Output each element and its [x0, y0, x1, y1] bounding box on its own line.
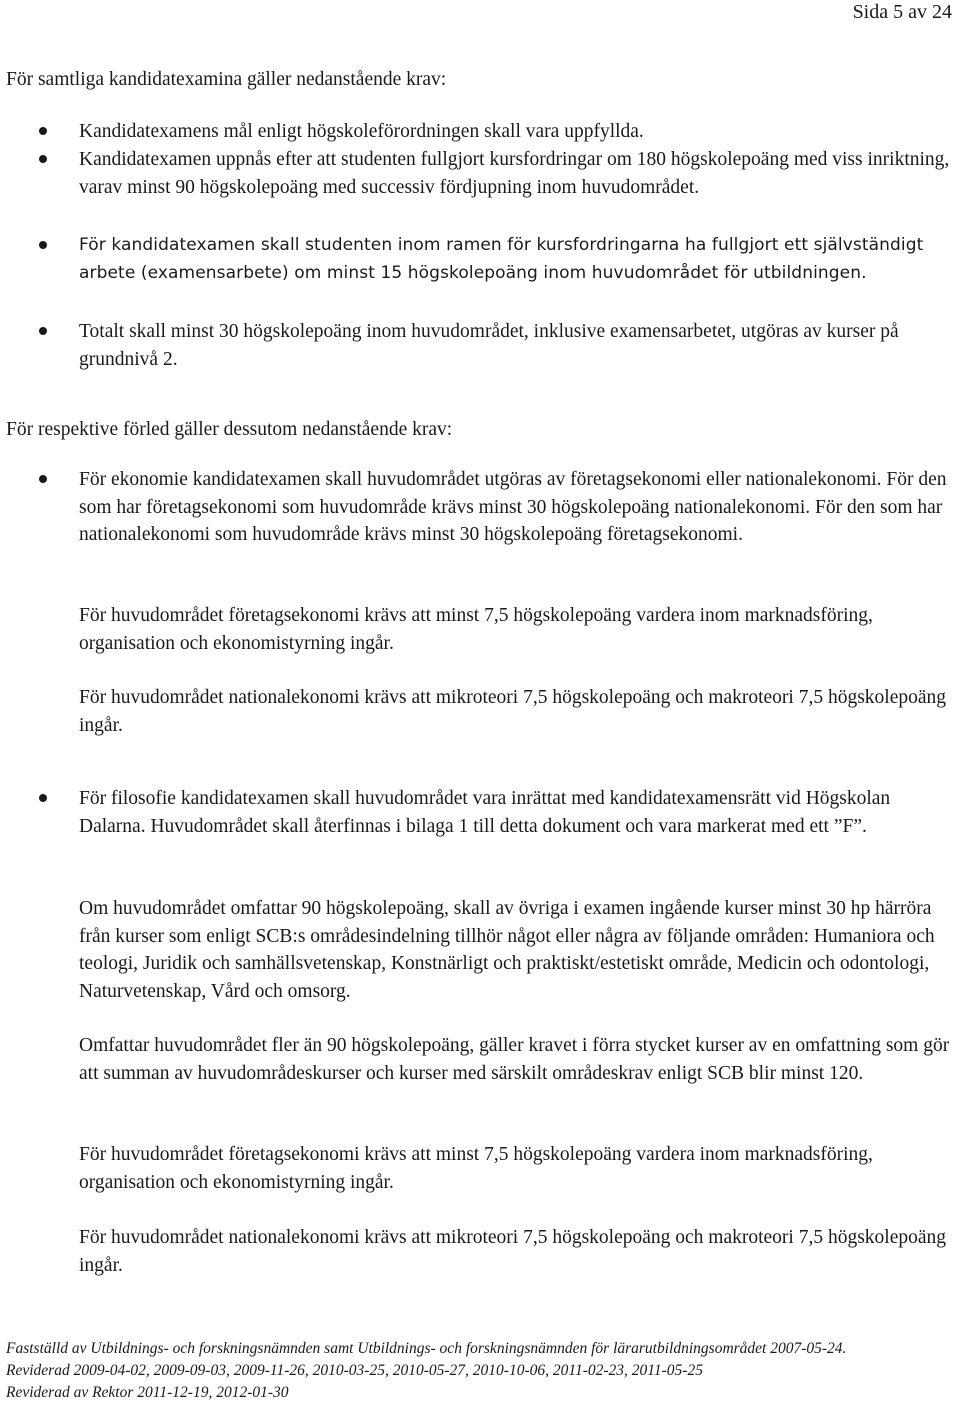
- bullet-icon: [39, 155, 47, 163]
- list-item-text: Kandidatexamens mål enligt högskoleförordningen skall vara uppfyllda.: [79, 121, 644, 142]
- bullet-icon: [39, 327, 47, 335]
- section1-intro: För samtliga kandidatexamina gäller nedanstående krav:: [6, 69, 447, 90]
- paragraph: För huvudområdet nationalekonomi krävs att mikroteori 7,5 högskolepoäng och makroteori 7,5 högskolepoäng ingår.: [79, 687, 947, 736]
- bullet-icon: [39, 241, 47, 249]
- list-item-text: För ekonomie kandidatexamen skall huvudområdet utgöras av företagsekonomi eller nationalekonomi. För den som har företagsekonomi som huvudområde krävs minst 30 högskolepoäng nationalekonomi. För den som har nationalekonomi som huvudområde krävs minst 30 högskolepoäng företagsekonomi.: [79, 469, 947, 545]
- list-item-text: Totalt skall minst 30 högskolepoäng inom huvudområdet, inklusive examensarbetet, utgöras av kurser på grundnivå 2.: [79, 321, 899, 370]
- list-item-text: För kandidatexamen skall studenten inom ramen för kursfordringarna ha fullgjort ett självständigt arbete (examensarbete) om minst 15 högskolepoäng inom huvudområdet för utbildningen.: [79, 235, 924, 283]
- paragraph: För huvudområdet företagsekonomi krävs att minst 7,5 högskolepoäng vardera inom marknadsföring, organisation och ekonomistyrning ingår.: [79, 1144, 873, 1193]
- footer-line: Reviderad av Rektor 2011-12-19, 2012-01-30: [6, 1384, 289, 1401]
- page-number: Sida 5 av 24: [852, 1, 952, 23]
- paragraph: Omfattar huvudområdet fler än 90 högskolepoäng, gäller kravet i förra stycket kurser av en omfattning som gör att summan av huvudområdeskurser och kurser med särskilt områdeskrav enligt SCB blir minst 120.: [79, 1035, 950, 1084]
- paragraph: Om huvudområdet omfattar 90 högskolepoäng, skall av övriga i examen ingående kurser minst 30 hp härröra från kurser som enligt SCB:s områdesindelning tillhör något eller några av följande områden: Humaniora och teologi, Juridik och samhällsvetenskap, Konstnärligt och praktiskt/estetiskt område, Medicin och odontologi, Naturvetenskap, Vård och omsorg.: [79, 898, 935, 1002]
- footer-line: Reviderad 2009-04-02, 2009-09-03, 2009-11-26, 2010-03-25, 2010-05-27, 2010-10-06, 2011-02-23, 2011-05-25: [6, 1362, 703, 1379]
- paragraph: För huvudområdet företagsekonomi krävs att minst 7,5 högskolepoäng vardera inom marknadsföring, organisation och ekonomistyrning ingår.: [79, 605, 873, 654]
- bullet-icon: [39, 794, 47, 802]
- list-item-text: För filosofie kandidatexamen skall huvudområdet vara inrättat med kandidatexamensrätt vid Högskolan Dalarna. Huvudområdet skall återfinnas i bilaga 1 till detta dokument och vara markerat med ett ”F”.: [79, 788, 891, 837]
- bullet-icon: [39, 475, 47, 483]
- bullet-icon: [39, 127, 47, 135]
- list-item-text: Kandidatexamen uppnås efter att studenten fullgjort kursfordringar om 180 högskolepoäng med viss inriktning, varav minst 90 högskolepoäng med successiv fördjupning inom huvudområdet.: [79, 149, 950, 198]
- footer-line: Fastställd av Utbildnings- och forskningsnämnden samt Utbildnings- och forskningsnämnden för lärarutbildningsområdet 2007-05-24.: [6, 1340, 847, 1357]
- section2-intro: För respektive förled gäller dessutom nedanstående krav:: [6, 419, 453, 440]
- paragraph: För huvudområdet nationalekonomi krävs att mikroteori 7,5 högskolepoäng och makroteori 7,5 högskolepoäng ingår.: [79, 1227, 947, 1276]
